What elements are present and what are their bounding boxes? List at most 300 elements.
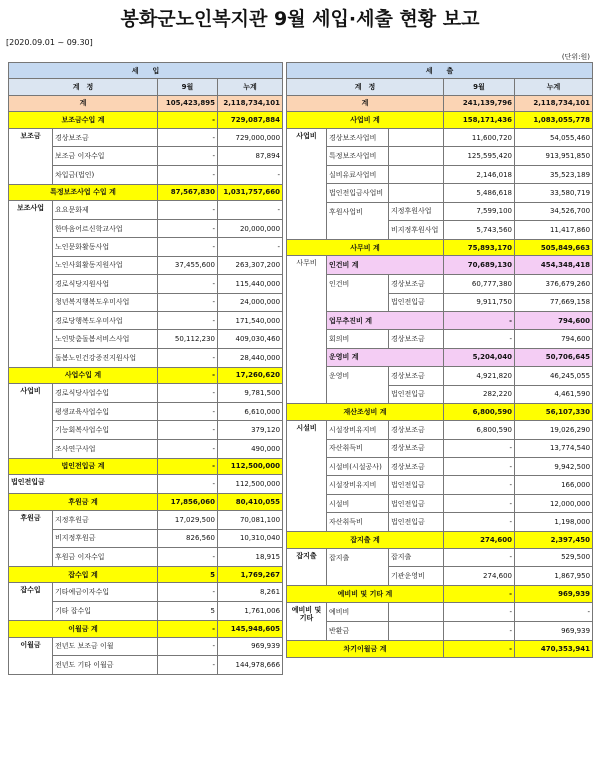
item-label: [327, 293, 389, 311]
expense-subtotal-row: [287, 112, 593, 128]
item-source: [389, 165, 444, 183]
income-subtotal-row: [9, 367, 283, 383]
income-item-row: [9, 147, 283, 165]
expense-group-subtotal-row: [287, 311, 593, 329]
total-cumulative: 2,118,734,101: [515, 95, 593, 111]
income-item-row: [9, 220, 283, 238]
expense-item-row: [287, 202, 593, 220]
total-label: 계: [287, 95, 444, 111]
item-cumulative: 490,000: [218, 439, 283, 458]
item-label: 잡지출: [327, 548, 389, 567]
item-label: 차입금(법인): [53, 165, 158, 184]
item-source: 비지정후원사업: [389, 221, 444, 240]
cumulative-header: 누계: [218, 79, 283, 95]
category-label: 예비비 및기타: [287, 602, 327, 622]
item-cumulative: 18,915: [218, 548, 283, 567]
item-month: -: [158, 421, 218, 439]
income-total-row: [9, 95, 283, 111]
item-cumulative: 11,417,860: [515, 221, 593, 240]
category-label: [287, 165, 327, 183]
item-cumulative: 144,978,666: [218, 656, 283, 675]
expense-group-subtotal-row: [287, 348, 593, 366]
income-subtotal-row: [9, 458, 283, 474]
total-month: 241,139,796: [444, 95, 515, 111]
item-cumulative: 24,000,000: [218, 293, 283, 311]
category-label: [287, 202, 327, 220]
group-cumulative: 794,600: [515, 311, 593, 329]
item-cumulative: 4,461,590: [515, 385, 593, 404]
expense-subtotal-row: [287, 586, 593, 602]
expense-subtotal-row: [287, 532, 593, 548]
item-month: 5: [158, 602, 218, 621]
item-label: 비지정후원금: [53, 529, 158, 547]
item-cumulative: 6,610,000: [218, 402, 283, 420]
item-cumulative: 12,000,000: [515, 494, 593, 512]
subtotal-cumulative: 729,087,884: [218, 112, 283, 128]
item-cumulative: 9,942,500: [515, 458, 593, 476]
income-item-row: [9, 311, 283, 329]
category-label: [9, 439, 53, 458]
item-month: 6,800,590: [444, 420, 515, 439]
item-month: 5,486,618: [444, 184, 515, 202]
item-label: 시설장비유지비: [327, 420, 389, 439]
item-label: [327, 221, 389, 240]
item-label: 조사연구사업: [53, 439, 158, 458]
month-header: 9월: [444, 79, 515, 95]
item-source: [389, 184, 444, 202]
subtotal-label: 특정보조사업 수입 계: [9, 184, 158, 200]
item-month: -: [158, 220, 218, 238]
subtotal-month: -: [158, 458, 218, 474]
category-label: [9, 330, 53, 348]
subtotal-month: 5: [158, 566, 218, 582]
income-item-row: [9, 348, 283, 367]
income-item-row: [9, 293, 283, 311]
subtotal-label: 이월금 계: [9, 621, 158, 637]
income-item-row: [9, 439, 283, 458]
expense-item-row: [287, 293, 593, 311]
income-item-row: [9, 529, 283, 547]
item-month: -: [444, 476, 515, 494]
item-cumulative: 77,669,158: [515, 293, 593, 311]
income-subtotal-row: [9, 621, 283, 637]
item-label: 특정보조사업비: [327, 147, 389, 165]
item-label: 돌봄노인건강증진지원사업: [53, 348, 158, 367]
total-month: 105,423,895: [158, 95, 218, 111]
item-month: -: [444, 513, 515, 532]
item-label: [327, 567, 389, 586]
item-month: -: [158, 548, 218, 567]
item-month: -: [444, 548, 515, 567]
category-label: [9, 402, 53, 420]
item-label: 기타예금이자수입: [53, 583, 158, 602]
item-source: [389, 602, 444, 622]
category-label: 이월금: [9, 637, 53, 656]
item-source: 법인전입금: [389, 494, 444, 512]
item-cumulative: 379,120: [218, 421, 283, 439]
item-source: 법인전입금: [389, 476, 444, 494]
item-label: 전년도 보조금 이월: [53, 637, 158, 656]
subtotal-label: 법인전입금 계: [9, 458, 158, 474]
category-label: 잡수입: [9, 583, 53, 602]
expense-column-headers: [287, 79, 593, 95]
subtotal-month: 158,171,436: [444, 112, 515, 128]
expense-item-row: [287, 275, 593, 293]
subtotal-month: 6,800,590: [444, 404, 515, 420]
item-cumulative: -: [218, 165, 283, 184]
item-cumulative: 19,026,290: [515, 420, 593, 439]
item-cumulative: 376,679,260: [515, 275, 593, 293]
income-column-headers: [9, 79, 283, 95]
subtotal-cumulative: 470,353,941: [515, 641, 593, 657]
expense-subtotal-row: [287, 641, 593, 657]
subtotal-cumulative: 2,397,450: [515, 532, 593, 548]
category-label: [287, 184, 327, 202]
item-cumulative: 87,894: [218, 147, 283, 165]
item-month: 11,600,720: [444, 128, 515, 147]
expense-total-row: [287, 95, 593, 111]
expense-subtotal-row: [287, 404, 593, 420]
income-item-row: [9, 402, 283, 420]
item-cumulative: 913,951,850: [515, 147, 593, 165]
item-source: 경상보조금: [389, 420, 444, 439]
category-label: [287, 567, 327, 586]
expense-item-row: [287, 494, 593, 512]
income-item-row: [9, 656, 283, 675]
item-month: 826,560: [158, 529, 218, 547]
item-label: 노인사회활동지원사업: [53, 256, 158, 274]
account-header: 계 정: [9, 79, 158, 95]
item-label: 청년복지행복도우미사업: [53, 293, 158, 311]
item-month: -: [158, 165, 218, 184]
subtotal-month: -: [158, 112, 218, 128]
item-label: 보조금 이자수입: [53, 147, 158, 165]
expense-item-row: [287, 147, 593, 165]
income-item-row: [9, 421, 283, 439]
category-label: [287, 622, 327, 641]
income-section-header: [9, 63, 283, 79]
category-label: [287, 367, 327, 385]
expense-item-row: [287, 476, 593, 494]
income-item-row: [9, 256, 283, 274]
report-title: 봉화군노인복지관 9월 세입·세출 현황 보고: [120, 8, 480, 30]
report-period: [2020.09.01 ~ 09.30]: [6, 38, 93, 47]
category-label: [9, 275, 53, 293]
category-label: [9, 348, 53, 367]
income-item-row: [9, 275, 283, 293]
expense-item-row: [287, 513, 593, 532]
income-item-row: [9, 201, 283, 220]
subtotal-month: 75,893,170: [444, 239, 515, 255]
expense-item-row: [287, 439, 593, 457]
item-month: 2,146,018: [444, 165, 515, 183]
item-label: 전년도 기타 이월금: [53, 656, 158, 675]
item-label: 예비비: [327, 602, 389, 622]
item-month: -: [158, 583, 218, 602]
item-label: 반환금: [327, 622, 389, 641]
income-item-row: [9, 510, 283, 529]
category-label: [287, 330, 327, 348]
item-cumulative: 969,939: [515, 622, 593, 641]
subtotal-month: -: [444, 586, 515, 602]
item-cumulative: 1,867,950: [515, 567, 593, 586]
item-month: -: [444, 439, 515, 457]
income-item-row: [9, 474, 283, 493]
income-item-row: [9, 238, 283, 256]
total-cumulative: 2,118,734,101: [218, 95, 283, 111]
expense-item-row: [287, 128, 593, 147]
expense-item-row: [287, 330, 593, 348]
category-label: [9, 421, 53, 439]
income-item-row: [9, 128, 283, 147]
item-month: -: [444, 458, 515, 476]
category-label: 사업비: [9, 384, 53, 403]
item-label: 경로당행복도우미사업: [53, 311, 158, 329]
income-item-row: [9, 330, 283, 348]
item-source: [389, 622, 444, 641]
category-label: [9, 656, 53, 675]
subtotal-cumulative: 1,031,757,660: [218, 184, 283, 200]
item-month: -: [158, 402, 218, 420]
expense-item-row: [287, 385, 593, 404]
item-label: 기타 잡수입: [53, 602, 158, 621]
item-month: 60,777,380: [444, 275, 515, 293]
category-label: [287, 221, 327, 240]
category-label: 법인전입금: [9, 474, 158, 493]
item-month: -: [158, 201, 218, 220]
item-month: -: [444, 494, 515, 512]
subtotal-month: 87,567,830: [158, 184, 218, 200]
subtotal-month: 17,856,060: [158, 494, 218, 510]
item-month: -: [158, 275, 218, 293]
item-label: 시설비(시설공사): [327, 458, 389, 476]
category-label: [287, 476, 327, 494]
item-source: 경상보조금: [389, 330, 444, 348]
subtotal-cumulative: 969,939: [515, 586, 593, 602]
item-cumulative: 34,526,700: [515, 202, 593, 220]
category-label: [9, 220, 53, 238]
income-subtotal-row: [9, 112, 283, 128]
expense-item-row: [287, 367, 593, 385]
item-month: -: [158, 384, 218, 403]
subtotal-label: 예비비 및 기타 계: [287, 586, 444, 602]
subtotal-label: 사업비 계: [287, 112, 444, 128]
item-label: 운영비: [327, 367, 389, 385]
item-cumulative: -: [515, 602, 593, 622]
item-label: 법인전입금사업비: [327, 184, 389, 202]
item-month: -: [158, 293, 218, 311]
item-source: 경상보조금: [389, 367, 444, 385]
subtotal-cumulative: 80,410,055: [218, 494, 283, 510]
expense-item-row: [287, 184, 593, 202]
category-label: 보조사업: [9, 201, 53, 220]
item-label: 노인맞춤돌봄서비스사업: [53, 330, 158, 348]
category-label: [287, 458, 327, 476]
subtotal-month: -: [158, 367, 218, 383]
subtotal-month: -: [158, 621, 218, 637]
category-label: [9, 311, 53, 329]
income-item-row: [9, 583, 283, 602]
subtotal-label: 후원금 계: [9, 494, 158, 510]
category-label: [9, 147, 53, 165]
item-month: -: [158, 348, 218, 367]
expense-table: [286, 62, 593, 658]
item-cumulative: 13,774,540: [515, 439, 593, 457]
item-cumulative: 794,600: [515, 330, 593, 348]
item-cumulative: 529,500: [515, 548, 593, 567]
expense-subtotal-row: [287, 239, 593, 255]
item-cumulative: 35,523,189: [515, 165, 593, 183]
category-label: [287, 513, 327, 532]
expense-item-row: [287, 165, 593, 183]
category-label: [9, 529, 53, 547]
item-source: 기관운영비: [389, 567, 444, 586]
subtotal-label: 사무비 계: [287, 239, 444, 255]
item-label: 요요문화제: [53, 201, 158, 220]
category-label: [287, 348, 327, 366]
subtotal-label: 보조금수입 계: [9, 112, 158, 128]
item-source: [389, 128, 444, 147]
item-month: -: [158, 656, 218, 675]
expense-group-subtotal-row: [287, 256, 593, 275]
income-item-row: [9, 548, 283, 567]
subtotal-cumulative: 145,948,605: [218, 621, 283, 637]
group-label: 인건비 계: [327, 256, 444, 275]
item-source: 법인전입금: [389, 293, 444, 311]
item-cumulative: 263,307,200: [218, 256, 283, 274]
item-label: 회의비: [327, 330, 389, 348]
income-subtotal-row: [9, 494, 283, 510]
subtotal-month: 274,600: [444, 532, 515, 548]
category-label: 사업비: [287, 128, 327, 147]
item-month: -: [158, 311, 218, 329]
item-source: 지정후원사업: [389, 202, 444, 220]
item-month: 125,595,420: [444, 147, 515, 165]
category-label: [9, 238, 53, 256]
item-label: 한마음어르신학교사업: [53, 220, 158, 238]
category-label: [9, 256, 53, 274]
item-label: 시설비: [327, 494, 389, 512]
item-cumulative: 112,500,000: [218, 474, 283, 493]
item-month: -: [158, 439, 218, 458]
expense-item-row: [287, 221, 593, 240]
item-month: 282,220: [444, 385, 515, 404]
category-label: [9, 165, 53, 184]
category-label: [287, 293, 327, 311]
subtotal-label: 차기이월금 계: [287, 641, 444, 657]
income-item-row: [9, 165, 283, 184]
category-label: 시설비: [287, 420, 327, 439]
group-cumulative: 454,348,418: [515, 256, 593, 275]
item-month: 37,455,600: [158, 256, 218, 274]
item-month: 274,600: [444, 567, 515, 586]
item-month: -: [158, 128, 218, 147]
item-month: 50,112,230: [158, 330, 218, 348]
item-cumulative: 9,781,500: [218, 384, 283, 403]
item-label: 경상보조사업비: [327, 128, 389, 147]
subtotal-cumulative: 17,260,620: [218, 367, 283, 383]
item-month: 4,921,820: [444, 367, 515, 385]
item-cumulative: 70,081,100: [218, 510, 283, 529]
expense-section-header: [287, 63, 593, 79]
group-month: 5,204,040: [444, 348, 515, 366]
item-label: [327, 385, 389, 404]
item-cumulative: 28,440,000: [218, 348, 283, 367]
item-cumulative: 33,580,719: [515, 184, 593, 202]
category-label: [9, 548, 53, 567]
item-cumulative: 1,198,000: [515, 513, 593, 532]
item-month: 7,599,100: [444, 202, 515, 220]
category-label: [287, 147, 327, 165]
subtotal-label: 잡수입 계: [9, 566, 158, 582]
item-label: 경로식당지원사업: [53, 275, 158, 293]
item-month: -: [158, 474, 218, 493]
expense-item-row: [287, 548, 593, 567]
item-label: 후원금 이자수입: [53, 548, 158, 567]
subtotal-cumulative: 505,849,663: [515, 239, 593, 255]
expense-item-row: [287, 622, 593, 641]
item-label: 실비유료사업비: [327, 165, 389, 183]
category-label: [287, 385, 327, 404]
item-source: 경상보조금: [389, 439, 444, 457]
subtotal-cumulative: 1,083,055,778: [515, 112, 593, 128]
item-label: 후원사업비: [327, 202, 389, 220]
income-item-row: [9, 637, 283, 656]
month-header: 9월: [158, 79, 218, 95]
category-label: [287, 311, 327, 329]
expense-item-row: [287, 458, 593, 476]
group-label: 업무추진비 계: [327, 311, 444, 329]
category-label: 후원금: [9, 510, 53, 529]
expense-section-label: 세 출: [287, 63, 593, 79]
item-cumulative: 20,000,000: [218, 220, 283, 238]
category-label: [287, 494, 327, 512]
item-month: 5,743,560: [444, 221, 515, 240]
item-source: 경상보조금: [389, 458, 444, 476]
group-month: -: [444, 311, 515, 329]
item-cumulative: 166,000: [515, 476, 593, 494]
item-month: -: [158, 637, 218, 656]
income-subtotal-row: [9, 184, 283, 200]
item-cumulative: 115,440,000: [218, 275, 283, 293]
item-cumulative: 409,030,460: [218, 330, 283, 348]
item-source: 법인전입금: [389, 385, 444, 404]
item-label: 경상보조금: [53, 128, 158, 147]
item-cumulative: 46,245,055: [515, 367, 593, 385]
item-month: 9,911,750: [444, 293, 515, 311]
item-cumulative: 729,000,000: [218, 128, 283, 147]
category-label: 보조금: [9, 128, 53, 147]
category-label: 잡지출: [287, 548, 327, 567]
group-cumulative: 50,706,645: [515, 348, 593, 366]
account-header: 계 정: [287, 79, 444, 95]
category-label: [287, 275, 327, 293]
group-month: 70,689,130: [444, 256, 515, 275]
subtotal-month: -: [444, 641, 515, 657]
category-label: 사무비: [287, 256, 327, 275]
item-source: [389, 147, 444, 165]
item-label: 경로식당사업수입: [53, 384, 158, 403]
category-label: [9, 602, 53, 621]
item-label: 지정후원금: [53, 510, 158, 529]
category-label: [287, 439, 327, 457]
subtotal-label: 잡지출 계: [287, 532, 444, 548]
item-cumulative: -: [218, 238, 283, 256]
item-source: 경상보조금: [389, 275, 444, 293]
item-label: 노인문화활동사업: [53, 238, 158, 256]
item-cumulative: -: [218, 201, 283, 220]
expense-item-row: [287, 602, 593, 622]
